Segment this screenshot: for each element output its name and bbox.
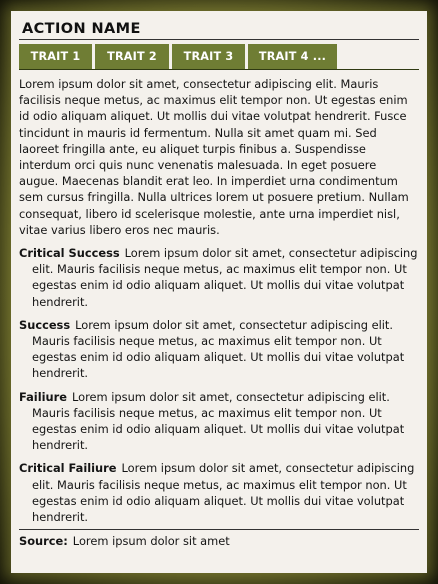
action-card [11, 11, 427, 573]
outcome-critical-failure [19, 460, 419, 525]
outcome-text: Lorem ipsum dolor sit amet, consectetur adipiscing elit. Mauris facilisis neque metus, ac maximus elit tempor non. Ut egestas enim id odio aliquam aliquet. Ut mollis dui vitae volutpat hendrerit. [32, 389, 405, 453]
source-line [19, 533, 419, 549]
trait-3-badge[interactable]: TRAIT 3 [172, 44, 245, 69]
source-divider [19, 529, 419, 530]
trait-bar [19, 44, 419, 70]
outcome-success [19, 317, 419, 382]
outcome-label: Critical Failiure [19, 461, 117, 476]
outcome-label: Success [19, 317, 71, 332]
outcome-label: Failiure [19, 389, 67, 404]
trait-2-badge[interactable]: TRAIT 2 [95, 44, 169, 69]
source-label: Source: [19, 534, 68, 549]
outcome-text: Lorem ipsum dolor sit amet, consectetur adipiscing elit. Mauris facilisis neque metus, ac maximus elit tempor non. Ut egestas enim id odio aliquam aliquet. Ut mollis dui vitae volutpat hendrerit. [32, 246, 418, 309]
outcome-text: Lorem ipsum dolor sit amet, consectetur adipiscing elit. Mauris facilisis neque metus, ac maximus elit tempor non. Ut egestas enim id odio aliquam aliquet. Ut mollis dui vitae volutpat hendrerit. [32, 317, 405, 381]
action-description: Lorem ipsum dolor sit amet, consectetur adipiscing elit. Mauris facilisis neque metus, ac maximus elit tempor non. Ut egestas enim id odio aliquam aliquet. Ut mollis dui vitae volutpat hendrerit. Fusce tincidunt in mauris id fermentum. Nulla sit amet quam mi. Sed laoreet fringilla ante, eu aliquet turpis finibus a. Suspendisse interdum orci quis nunc venenatis malesuada. In eget posuere augue. Maecenas blandit erat leo. In imperdiet urna condimentum sem cursus fringilla. Nulla ultrices lorem ut posuere pretium. Nullam consequat, libero id scelerisque molestie, ante urna imperdiet nisl, vitae varius libero eros nec mauris. [19, 77, 409, 237]
source-text: Lorem ipsum dolor sit amet [72, 534, 230, 549]
outcome-label: Critical Success [19, 246, 120, 261]
outcome-text: Lorem ipsum dolor sit amet, consectetur adipiscing elit. Mauris facilisis neque metus, ac maximus elit tempor non. Ut egestas enim id odio aliquam aliquet. Ut mollis dui vitae volutpat hendrerit. [32, 461, 415, 525]
outcome-failure [19, 389, 419, 454]
outcome-critical-success [19, 245, 419, 310]
trait-4-badge[interactable]: TRAIT 4 ... [248, 44, 337, 69]
action-title: ACTION NAME [19, 19, 419, 40]
trait-1-badge[interactable]: TRAIT 1 [19, 44, 92, 69]
